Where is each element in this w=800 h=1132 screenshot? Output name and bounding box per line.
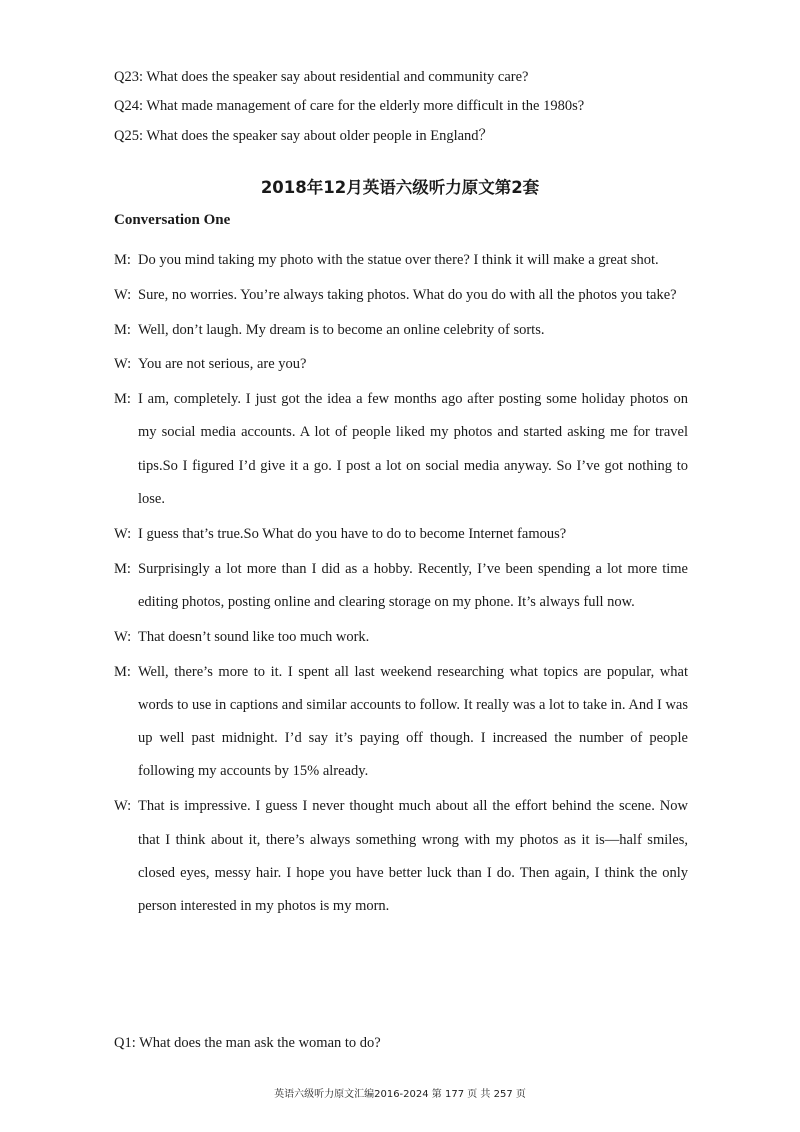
- dialogue: [114, 244, 688, 925]
- dialogue-turn: [114, 279, 688, 312]
- dialogue-turn: [114, 656, 688, 789]
- speaker-label: W:: [114, 286, 132, 303]
- dialogue-turn: [114, 621, 688, 654]
- question-q23: Q23: What does the speaker say about residential and community care?: [114, 69, 529, 85]
- dialogue-turn: [114, 314, 688, 347]
- speaker-label: W:: [114, 356, 132, 373]
- turn-text: Well, there’s more to it. I spent all last weekend researching what topics are popular, what words to use in captions and similar accounts to follow. It really was a lot to take in. And I was up well past midnight. I’d say it’s paying off though. I increased the number of people following my accounts by 15% already.: [138, 663, 688, 780]
- speaker-label: M:: [114, 663, 131, 680]
- speaker-label: M:: [114, 391, 131, 408]
- question-q24: Q24: What made management of care for the elderly more difficult in the 1980s?: [114, 98, 585, 114]
- page-footer: 英语六级听力原文汇编2016-2024 第 177 页 共 257 页: [274, 1089, 526, 1100]
- turn-text: Well, don’t laugh. My dream is to become an online celebrity of sorts.: [138, 321, 545, 338]
- dialogue-turn: [114, 244, 688, 277]
- turn-text: That is impressive. I guess I never thought much about all the effort behind the scene. Now that I think about it, there’s always something wrong with my photos as it is—half smiles, closed eyes, messy hair. I hope you have better luck than I do. Then again, I think the only person interested in my photos is my morn.: [138, 798, 688, 915]
- turn-text: Sure, no worries. You’re always taking photos. What do you do with all the photos you take?: [138, 286, 677, 303]
- question-q1: Q1: What does the man ask the woman to do?: [114, 1035, 381, 1051]
- turn-text: I am, completely. I just got the idea a few months ago after posting some holiday photos on my social media accounts. A lot of people liked my photos and started asking me for travel tips.So I figured I’d give it a go. I post a lot on social media anyway. So I’ve got nothing to lose.: [138, 391, 688, 508]
- dialogue-turn: [114, 553, 688, 620]
- dialogue-turn: [114, 518, 688, 551]
- speaker-label: W:: [114, 525, 132, 542]
- turn-text: Do you mind taking my photo with the statue over there? I think it will make a great shot.: [138, 252, 659, 268]
- speaker-label: M:: [114, 560, 131, 577]
- conversation-heading: Conversation One: [114, 212, 231, 228]
- turn-text: Surprisingly a lot more than I did as a hobby. Recently, I’ve been spending a lot more time editing photos, posting online and clearing storage on my phone. It’s always full now.: [138, 560, 688, 610]
- turn-text: You are not serious, are you?: [138, 356, 307, 373]
- speaker-label: W:: [114, 628, 132, 645]
- dialogue-turn: [114, 790, 688, 923]
- dialogue-turn: [114, 383, 688, 516]
- question-q25: Q25: What does the speaker say about older people in England？: [114, 128, 494, 144]
- speaker-label: M:: [114, 252, 131, 268]
- speaker-label: M:: [114, 321, 131, 338]
- turn-text: That doesn’t sound like too much work.: [138, 628, 370, 645]
- speaker-label: W:: [114, 798, 132, 815]
- section-title: 2018年12月英语六级听力原文第2套: [260, 178, 540, 197]
- turn-text: I guess that’s true.So What do you have to do to become Internet famous?: [138, 525, 567, 542]
- dialogue-turn: [114, 348, 688, 381]
